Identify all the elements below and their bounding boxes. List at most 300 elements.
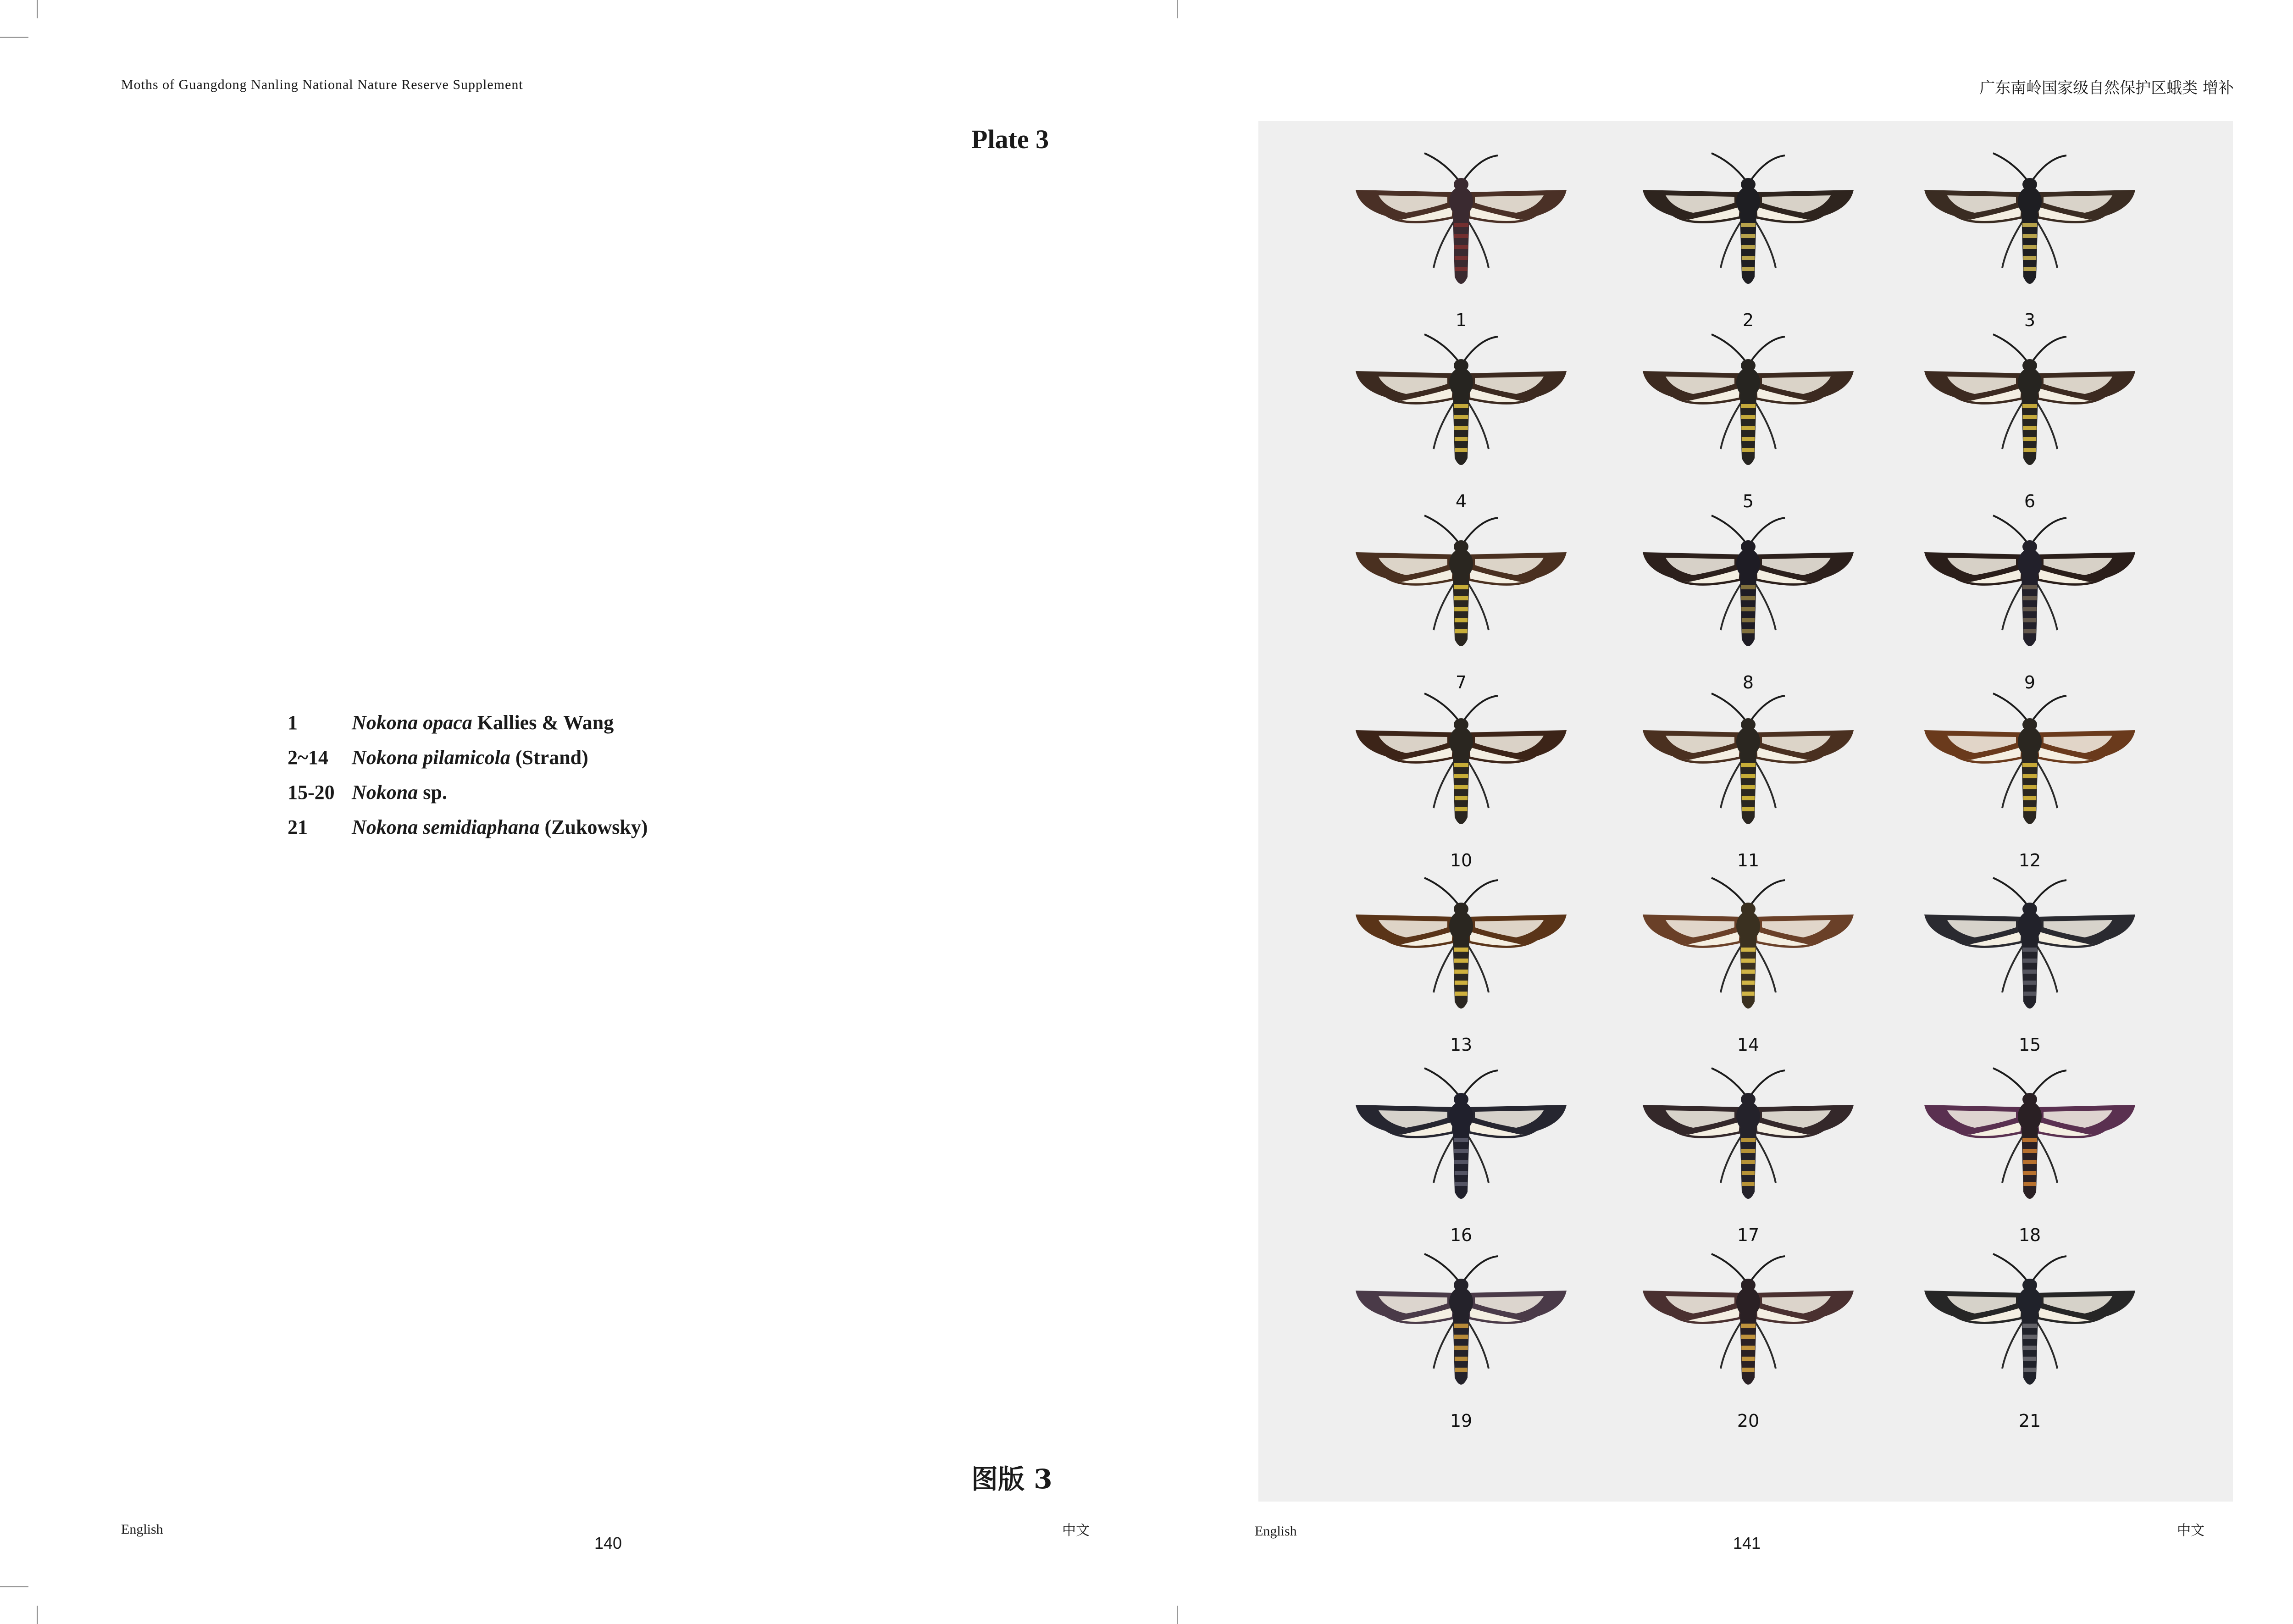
- specimen-number: 1: [1455, 310, 1467, 330]
- crop-mark: [1177, 0, 1178, 18]
- abdomen-band: [1741, 1324, 1756, 1328]
- leg: [1721, 1132, 1744, 1183]
- abdomen-band: [1741, 223, 1756, 227]
- antenna: [1993, 693, 2027, 721]
- moth-thorax: [2018, 368, 2042, 397]
- abdomen-band: [1454, 585, 1468, 589]
- abdomen-band: [1455, 1182, 1467, 1186]
- species-author: Kallies & Wang: [472, 711, 614, 734]
- abdomen-band: [1454, 1138, 1468, 1142]
- moth-thorax: [1736, 1102, 1760, 1131]
- abdomen-band: [1741, 404, 1756, 408]
- leg: [1721, 758, 1744, 808]
- abdomen-band: [1455, 618, 1468, 622]
- moth-thorax: [1736, 549, 1760, 578]
- leg: [1721, 942, 1744, 992]
- abdomen-band: [2023, 959, 2037, 963]
- abdomen-band: [1454, 245, 1468, 249]
- leg: [2034, 758, 2057, 808]
- leg: [2002, 580, 2025, 630]
- leg: [1434, 217, 1457, 268]
- abdomen-band: [1741, 1138, 1756, 1142]
- legend-item: [288, 746, 648, 781]
- leg: [1434, 580, 1457, 630]
- antenna: [1463, 337, 1498, 362]
- species-author: (Zukowsky): [539, 816, 648, 838]
- specimen-number: 12: [2018, 850, 2041, 870]
- specimen-number: 10: [1450, 850, 1473, 870]
- abdomen-band: [1741, 245, 1755, 249]
- abdomen-band: [1454, 404, 1468, 408]
- abdomen-band: [2023, 970, 2037, 974]
- abdomen-band: [1742, 1182, 1754, 1186]
- moth-thorax: [1449, 1102, 1473, 1131]
- plate-title: Plate 3: [971, 124, 1049, 154]
- abdomen-band: [1454, 1160, 1468, 1164]
- abdomen-band: [2023, 245, 2037, 249]
- leg: [2002, 942, 2025, 992]
- abdomen-band: [1454, 774, 1468, 778]
- moth-specimen: [1915, 144, 2144, 337]
- specimen-number: 15: [2018, 1035, 2041, 1055]
- moth-image: [1915, 1059, 2144, 1224]
- crop-mark: [0, 1586, 28, 1587]
- leg: [2034, 217, 2057, 268]
- antenna: [1711, 878, 1746, 905]
- moth-specimen: [1346, 506, 1576, 699]
- footer-chinese-label: 中文: [1062, 1523, 1090, 1539]
- moth-image: [1634, 684, 1863, 849]
- moth-thorax: [1736, 727, 1760, 756]
- moth-image: [1634, 325, 1863, 490]
- abdomen-band: [1454, 763, 1468, 767]
- antenna: [1424, 878, 1459, 905]
- antenna: [1463, 1256, 1498, 1281]
- antenna: [1750, 1070, 1785, 1096]
- abdomen-band: [2023, 1171, 2036, 1175]
- moth-thorax: [2018, 549, 2042, 578]
- specimen-number: 16: [1450, 1225, 1473, 1245]
- antenna: [1993, 878, 2027, 905]
- antenna: [1711, 693, 1746, 721]
- abdomen-band: [2023, 1160, 2037, 1164]
- leg: [1466, 942, 1489, 992]
- footer-english-label: English: [121, 1522, 163, 1537]
- species-legend: [288, 711, 648, 850]
- abdomen-band: [1455, 437, 1468, 441]
- moth-specimen: [1634, 1245, 1863, 1437]
- leg: [1434, 942, 1457, 992]
- moth-thorax: [1736, 1287, 1760, 1317]
- leg: [1434, 758, 1457, 808]
- page-number-left: 140: [594, 1534, 622, 1552]
- antenna: [2032, 880, 2066, 905]
- legend-species: [352, 746, 588, 769]
- abdomen-band: [2022, 223, 2037, 227]
- leg: [1753, 1132, 1776, 1183]
- abdomen-band: [1741, 415, 1756, 419]
- moth-thorax: [1449, 1287, 1473, 1317]
- abdomen-band: [1455, 1357, 1468, 1361]
- moth-specimen: [1634, 684, 1863, 877]
- specimen-number: 11: [1737, 850, 1760, 870]
- abdomen-band: [1454, 426, 1468, 430]
- species-author: (Strand): [510, 746, 588, 769]
- legend-species: [352, 781, 447, 804]
- antenna: [1711, 515, 1746, 543]
- abdomen-band: [1454, 1335, 1468, 1339]
- specimen-number: 3: [2024, 310, 2036, 330]
- abdomen-band: [2023, 618, 2036, 622]
- abdomen-band: [2023, 1357, 2036, 1361]
- leg: [2034, 942, 2057, 992]
- leg: [1466, 399, 1489, 449]
- abdomen-band: [1742, 267, 1754, 271]
- specimen-number: 8: [1742, 672, 1754, 693]
- crop-mark: [0, 37, 28, 38]
- abdomen-band: [1454, 959, 1468, 963]
- specimen-plate: [1258, 121, 2233, 1502]
- abdomen-band: [1741, 959, 1756, 963]
- abdomen-band: [1741, 774, 1756, 778]
- leg: [1434, 399, 1457, 449]
- abdomen-band: [1454, 415, 1468, 419]
- abdomen-band: [1741, 585, 1756, 589]
- abdomen-band: [2023, 415, 2037, 419]
- leg: [1753, 942, 1776, 992]
- legend-number: 2~14: [288, 746, 328, 769]
- abdomen-band: [1454, 607, 1468, 611]
- moth-thorax: [2018, 1102, 2042, 1131]
- abdomen-band: [1454, 1149, 1468, 1153]
- abdomen-band: [1742, 256, 1755, 260]
- footer-chinese-label: 中文: [2177, 1523, 2204, 1539]
- antenna: [2032, 1256, 2066, 1281]
- leg: [2034, 1132, 2057, 1183]
- abdomen-band: [1454, 223, 1468, 227]
- moth-image: [1346, 506, 1576, 671]
- moth-specimen: [1915, 1059, 2144, 1252]
- leg: [1466, 1318, 1489, 1369]
- antenna: [1711, 334, 1746, 362]
- moth-specimen: [1634, 325, 1863, 518]
- moth-image: [1915, 869, 2144, 1034]
- legend-item: [288, 815, 648, 850]
- antenna: [1424, 515, 1459, 543]
- abdomen-band: [1742, 981, 1755, 985]
- moth-image: [1915, 506, 2144, 671]
- legend-species: [352, 711, 614, 734]
- abdomen-band: [1741, 1346, 1755, 1350]
- leg: [2002, 1318, 2025, 1369]
- abdomen-band: [2022, 585, 2037, 589]
- moth-image: [1915, 325, 2144, 490]
- antenna: [1750, 696, 1785, 721]
- leg: [2002, 399, 2025, 449]
- abdomen-band: [1741, 596, 1756, 600]
- abdomen-band: [1455, 629, 1467, 633]
- leg: [1466, 1132, 1489, 1183]
- abdomen-band: [2023, 1346, 2037, 1350]
- moth-specimen: [1346, 684, 1576, 877]
- abdomen-band: [1741, 1335, 1756, 1339]
- moth-image: [1346, 144, 1576, 309]
- antenna: [1993, 334, 2027, 362]
- antenna: [2032, 155, 2066, 181]
- running-title-right: 广东南岭国家级自然保护区蛾类 增补: [1979, 79, 2234, 97]
- abdomen-band: [1741, 970, 1755, 974]
- legend-item: [288, 711, 648, 746]
- legend-species: [352, 815, 648, 839]
- moth-specimen: [1346, 325, 1576, 518]
- antenna: [1463, 880, 1498, 905]
- moth-image: [1346, 325, 1576, 490]
- specimen-number: 5: [1742, 491, 1754, 511]
- abdomen-band: [2023, 1368, 2036, 1372]
- crop-mark: [37, 0, 38, 18]
- moth-thorax: [2018, 1287, 2042, 1317]
- leg: [1434, 1132, 1457, 1183]
- crop-mark: [37, 1606, 38, 1624]
- moth-specimen: [1634, 506, 1863, 699]
- abdomen-band: [2023, 1149, 2037, 1153]
- specimen-number: 9: [2024, 672, 2036, 693]
- antenna: [1750, 1256, 1785, 1281]
- abdomen-band: [1741, 1160, 1755, 1164]
- moth-image: [1634, 869, 1863, 1034]
- moth-specimen: [1634, 869, 1863, 1061]
- antenna: [1750, 880, 1785, 905]
- abdomen-band: [1455, 807, 1467, 811]
- abdomen-band: [1454, 1346, 1468, 1350]
- moth-specimen: [1634, 1059, 1863, 1252]
- abdomen-band: [2023, 796, 2036, 800]
- antenna: [1463, 696, 1498, 721]
- abdomen-band: [1742, 448, 1754, 452]
- leg: [1753, 580, 1776, 630]
- moth-specimen: [1915, 1245, 2144, 1437]
- abdomen-band: [1454, 970, 1468, 974]
- abdomen-band: [1454, 1324, 1468, 1328]
- abdomen-band: [2023, 807, 2036, 811]
- antenna: [1424, 1068, 1459, 1096]
- abdomen-band: [2023, 437, 2036, 441]
- antenna: [2032, 696, 2066, 721]
- moth-thorax: [1736, 911, 1760, 941]
- leg: [1466, 580, 1489, 630]
- moth-image: [1915, 684, 2144, 849]
- moth-specimen: [1346, 1059, 1576, 1252]
- abdomen-band: [1742, 1357, 1755, 1361]
- leg: [2034, 399, 2057, 449]
- specimen-number: 4: [1455, 491, 1467, 511]
- moth-specimen: [1915, 869, 2144, 1061]
- moth-specimen: [1915, 506, 2144, 699]
- moth-image: [1346, 684, 1576, 849]
- antenna: [1463, 155, 1498, 181]
- leg: [1434, 1318, 1457, 1369]
- antenna: [1424, 693, 1459, 721]
- specimen-number: 7: [1455, 672, 1467, 693]
- abdomen-band: [1455, 267, 1467, 271]
- antenna: [1993, 153, 2027, 181]
- moth-specimen: [1915, 684, 2144, 877]
- abdomen-band: [2023, 234, 2037, 238]
- moth-image: [1634, 506, 1863, 671]
- abdomen-band: [1741, 426, 1755, 430]
- abdomen-band: [2022, 763, 2037, 767]
- moth-specimen: [1634, 144, 1863, 337]
- abdomen-band: [1454, 596, 1468, 600]
- running-title-left: Moths of Guangdong Nanling National Nature Reserve Supplement: [121, 77, 523, 92]
- specimen-number: 17: [1737, 1225, 1760, 1245]
- abdomen-band: [2023, 774, 2037, 778]
- species-name: Nokona opaca: [352, 711, 472, 734]
- abdomen-band: [2023, 607, 2037, 611]
- abdomen-band: [1742, 807, 1754, 811]
- legend-number: 15-20: [288, 781, 335, 804]
- specimen-number: 18: [2018, 1225, 2041, 1245]
- moth-thorax: [2018, 187, 2042, 216]
- leg: [1753, 399, 1776, 449]
- moth-image: [1346, 869, 1576, 1034]
- antenna: [1424, 1254, 1459, 1281]
- abdomen-band: [1455, 1368, 1467, 1372]
- antenna: [1711, 1068, 1746, 1096]
- abdomen-band: [2023, 1182, 2036, 1186]
- abdomen-band: [1455, 1171, 1468, 1175]
- moth-thorax: [1449, 187, 1473, 216]
- moth-image: [1634, 1245, 1863, 1410]
- abdomen-band: [1455, 992, 1467, 996]
- abdomen-band: [1741, 785, 1755, 789]
- abdomen-band: [1741, 948, 1756, 952]
- abdomen-band: [1454, 234, 1468, 238]
- abdomen-band: [2022, 1138, 2037, 1142]
- leg: [2034, 1318, 2057, 1369]
- species-name: Nokona: [352, 781, 418, 804]
- specimen-number: 19: [1450, 1411, 1473, 1431]
- abdomen-band: [2023, 448, 2036, 452]
- moth-specimen: [1915, 325, 2144, 518]
- moth-thorax: [1449, 368, 1473, 397]
- abdomen-band: [1742, 437, 1755, 441]
- leg: [1753, 758, 1776, 808]
- abdomen-band: [1455, 448, 1467, 452]
- antenna: [1750, 337, 1785, 362]
- abdomen-band: [2023, 596, 2037, 600]
- abdomen-band: [2023, 426, 2037, 430]
- antenna: [1711, 1254, 1746, 1281]
- leg: [1721, 217, 1744, 268]
- page-number-right: 141: [1733, 1534, 1761, 1552]
- leg: [1721, 1318, 1744, 1369]
- antenna: [1424, 153, 1459, 181]
- specimen-number: 6: [2024, 491, 2036, 511]
- moth-thorax: [1736, 187, 1760, 216]
- species-author: sp.: [418, 781, 447, 804]
- abdomen-band: [1742, 796, 1755, 800]
- leg: [1721, 580, 1744, 630]
- abdomen-band: [1741, 234, 1756, 238]
- leg: [2002, 217, 2025, 268]
- antenna: [1711, 153, 1746, 181]
- moth-thorax: [2018, 911, 2042, 941]
- legend-item: [288, 781, 648, 815]
- abdomen-band: [2022, 948, 2037, 952]
- specimen-number: 14: [1737, 1035, 1760, 1055]
- abdomen-band: [1741, 1149, 1756, 1153]
- specimen-number: 21: [2018, 1411, 2041, 1431]
- abdomen-band: [2022, 404, 2037, 408]
- abdomen-band: [1454, 785, 1468, 789]
- moth-specimen: [1346, 869, 1576, 1061]
- legend-number: 21: [288, 816, 308, 838]
- abdomen-band: [2023, 629, 2036, 633]
- moth-thorax: [1449, 727, 1473, 756]
- moth-image: [1346, 1059, 1576, 1224]
- leg: [2034, 580, 2057, 630]
- abdomen-band: [2023, 256, 2036, 260]
- antenna: [2032, 1070, 2066, 1096]
- antenna: [1750, 518, 1785, 543]
- antenna: [2032, 518, 2066, 543]
- moth-specimen: [1346, 144, 1576, 337]
- antenna: [1463, 1070, 1498, 1096]
- abdomen-band: [2023, 1335, 2037, 1339]
- moth-image: [1915, 144, 2144, 309]
- leg: [1466, 758, 1489, 808]
- plate-title-chinese: 图版 3: [971, 1463, 1052, 1495]
- moth-image: [1915, 1245, 2144, 1410]
- leg: [1753, 1318, 1776, 1369]
- leg: [1721, 399, 1744, 449]
- abdomen-band: [1455, 981, 1468, 985]
- abdomen-band: [2023, 267, 2036, 271]
- leg: [2002, 758, 2025, 808]
- moth-image: [1634, 1059, 1863, 1224]
- abdomen-band: [2023, 981, 2036, 985]
- abdomen-band: [1742, 618, 1755, 622]
- leg: [1753, 217, 1776, 268]
- moth-thorax: [1449, 549, 1473, 578]
- antenna: [1993, 1068, 2027, 1096]
- antenna: [1750, 155, 1785, 181]
- abdomen-band: [1742, 1171, 1755, 1175]
- leg: [1466, 217, 1489, 268]
- moth-specimen: [1346, 1245, 1576, 1437]
- species-name: Nokona pilamicola: [352, 746, 510, 769]
- abdomen-band: [2023, 785, 2037, 789]
- abdomen-band: [1455, 796, 1468, 800]
- moth-thorax: [2018, 727, 2042, 756]
- antenna: [1993, 1254, 2027, 1281]
- abdomen-band: [1741, 763, 1756, 767]
- abdomen-band: [1742, 629, 1754, 633]
- abdomen-band: [1742, 992, 1754, 996]
- moth-image: [1346, 1245, 1576, 1410]
- legend-number: 1: [288, 711, 298, 734]
- footer-english-label: English: [1255, 1524, 1297, 1539]
- moth-image: [1634, 144, 1863, 309]
- antenna: [1424, 334, 1459, 362]
- specimen-number: 13: [1450, 1035, 1473, 1055]
- species-name: Nokona semidiaphana: [352, 816, 540, 838]
- specimen-number: 2: [1742, 310, 1754, 330]
- abdomen-band: [1454, 948, 1468, 952]
- abdomen-band: [1741, 607, 1755, 611]
- specimen-number: 20: [1737, 1411, 1760, 1431]
